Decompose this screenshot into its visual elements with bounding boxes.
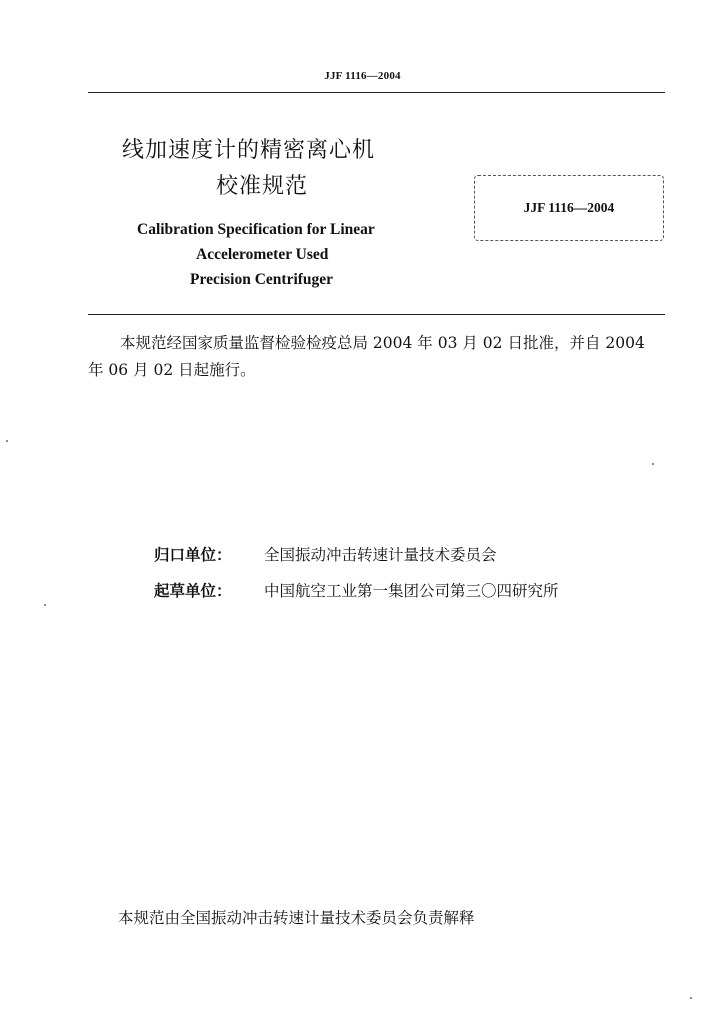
drafting-unit-label: 起草单位： — [154, 581, 232, 600]
responsible-unit-label: 归口单位： — [154, 545, 232, 564]
header-rule — [88, 92, 665, 93]
title-english-line-1: Calibration Specification for Linear — [137, 221, 375, 238]
standard-code-box-text: JJF 1116—2004 — [523, 200, 615, 215]
approval-statement: 本规范经国家质量监督检验检疫总局 2004 年 03 月 02 日批准，并自 2004 年 06 月 02 日起施行。 — [88, 334, 645, 379]
title-bottom-rule — [88, 314, 665, 315]
standard-code-box — [474, 175, 664, 241]
scan-speck — [6, 440, 8, 442]
scan-speck — [652, 463, 654, 465]
scan-speck — [690, 997, 692, 999]
scan-speck — [44, 604, 46, 606]
title-chinese-line-1: 线加速度计的精密离心机 — [122, 138, 376, 163]
responsible-unit-value: 全国振动冲击转速计量技术委员会 — [264, 546, 497, 564]
title-english-line-3: Precision Centrifuger — [190, 271, 334, 288]
title-english-line-2: Accelerometer Used — [196, 246, 329, 263]
interpretation-note: 本规范由全国振动冲击转速计量技术委员会负责解释 — [118, 909, 475, 927]
title-chinese-line-2: 校准规范 — [216, 174, 309, 199]
header-standard-code: JJF 1116—2004 — [324, 70, 401, 82]
drafting-unit-value: 中国航空工业第一集团公司第三〇四研究所 — [264, 582, 559, 600]
